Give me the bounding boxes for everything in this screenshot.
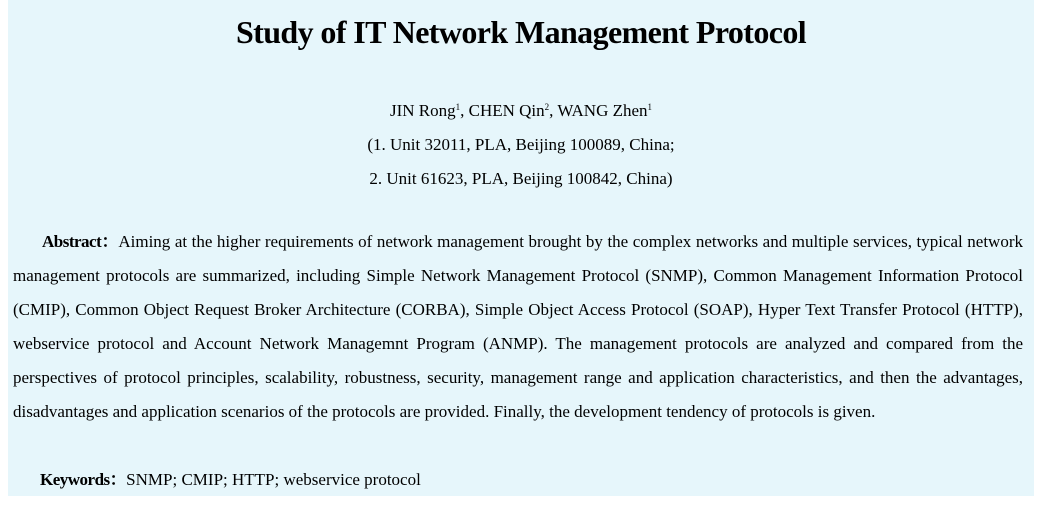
keywords-text: SNMP; CMIP; HTTP; webservice protocol — [126, 470, 421, 489]
abstract-text: Aiming at the higher requirements of network management brought by the complex networks and multiple services, typical network management protocols are summarized, including Simple Network Management Protocol (SNMP), Common Management Information Protocol (CMIP), Common Object Request Broker Architecture (CORBA), Simple Object Access Protocol (SOAP), Hyper Text Transfer Protocol (HTTP), webservice protocol and Account Network Managemnt Program (ANMP). The management protocols are analyzed and compared from the perspectives of protocol principles, scalability, robustness, security, management range and application characteristics, and then the advantages, disadvantages and application scenarios of the protocols are provided. Finally, the development tendency of protocols is given. — [13, 232, 1023, 421]
keywords-label: Keywords： — [40, 470, 127, 489]
affiliation-line: 2. Unit 61623, PLA, Beijing 100842, China) — [369, 169, 673, 188]
author-name: CHEN Qin — [468, 101, 545, 120]
author-separator: , — [460, 101, 469, 120]
keywords-line — [40, 463, 421, 497]
author-separator: , — [549, 101, 558, 120]
author-line — [8, 90, 1034, 128]
author-affiliation-mark: 1 — [455, 102, 461, 112]
affiliation-line: (1. Unit 32011, PLA, Beijing 100089, China; — [367, 135, 675, 154]
author-block — [8, 90, 1034, 196]
author-affiliation-mark: 1 — [647, 102, 653, 112]
author-name: JIN Rong — [389, 101, 456, 120]
paper-title: Study of IT Network Management Protocol — [235, 14, 807, 50]
abstract-label: Abstract： — [42, 232, 119, 251]
author-affiliation-mark: 2 — [544, 102, 550, 112]
abstract-paragraph — [13, 225, 1023, 429]
author-name: WANG Zhen — [557, 101, 648, 120]
abstract-panel — [8, 0, 1034, 496]
